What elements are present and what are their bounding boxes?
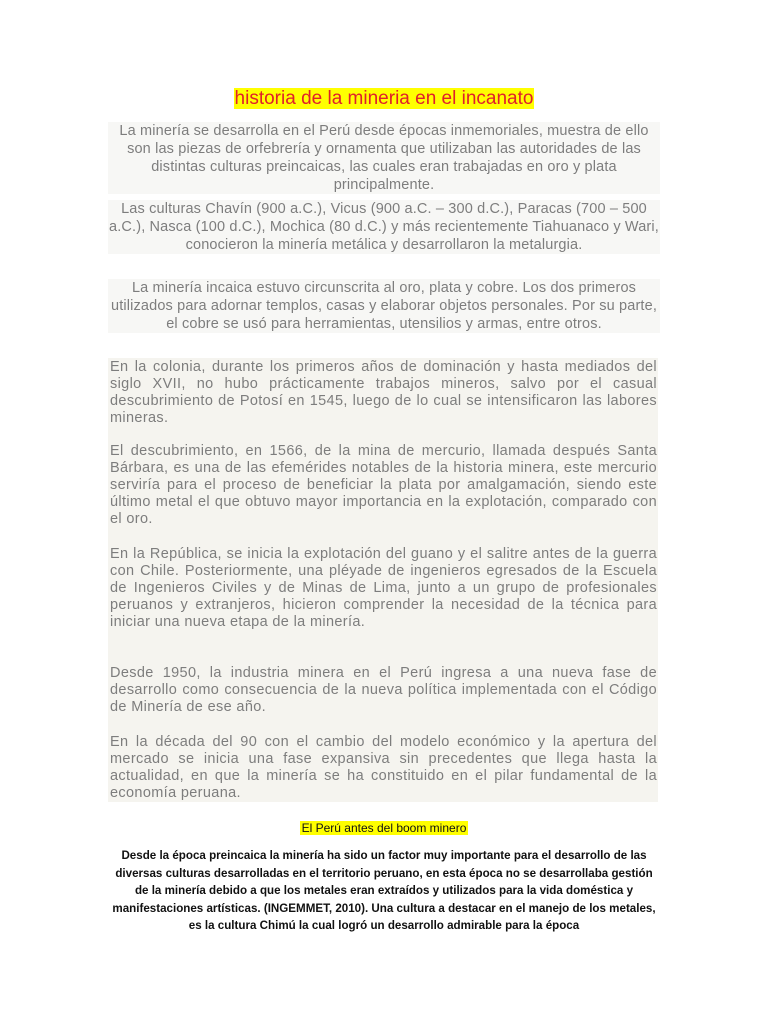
intro-paragraph-3: La minería incaica estuvo circunscrita al oro, plata y cobre. Los dos primeros utilizados para adornar templos, casas y elaborar objetos personales. Por su parte, el cobre se usó para herramientas, utensilios y armas, entre otros. bbox=[108, 279, 660, 333]
intro-paragraph-1: La minería se desarrolla en el Perú desde épocas inmemoriales, muestra de ello son las piezas de orfebrería y ornamenta que utilizaban las autoridades de las distintas culturas preincaicas, las cuales eran trabajadas en oro y plata principalmente. bbox=[108, 122, 660, 194]
closing-paragraph: Desde la época preincaica la minería ha sido un factor muy importante para el desarrollo de las diversas culturas desarrolladas en el territorio peruano, en esta época no se desarrollaba gestión de la minería debido a que los metales eran extraídos y utilizados para la vida doméstica y manifestaciones artísticas. (INGEMMET, 2010). Una cultura a destacar en el manejo de los metales, es la cultura Chimú la cual logró un desarrollo admirable para la época bbox=[112, 849, 656, 933]
page-title bbox=[0, 87, 768, 111]
section-subtitle-text: El Perú antes del boom minero bbox=[301, 821, 467, 835]
intro-paragraph-2: Las culturas Chavín (900 a.C.), Vicus (900 a.C. – 300 d.C.), Paracas (700 – 500 a.C.), Nasca (100 d.C.), Mochica (80 d.C.) y más recientemente Tiahuanaco y Wari, conocieron la minería metálica y desarrollaron la metalurgia. bbox=[109, 201, 659, 253]
history-paragraph-republica: En la República, se inicia la explotación del guano y el salitre antes de la guerra con Chile. Posteriormente, una pléyade de ingenieros egresados de la Escuela de Ingenieros Civiles y de Minas de Lima, junto a un grupo de profesionales peruanos y extranjeros, hicieron comprender la necesidad de la técnica para iniciar una nueva etapa de la minería. bbox=[110, 546, 657, 630]
history-paragraph-colonia: En la colonia, durante los primeros años de dominación y hasta mediados del siglo XVII, no hubo prácticamente trabajos mineros, salvo por el casual descubrimiento de Potosí en 1545, luego de lo cual se intensificaron las labores mineras. bbox=[110, 359, 657, 426]
history-paragraph-1950: Desde 1950, la industria minera en el Perú ingresa a una nueva fase de desarrollo como consecuencia de la nueva política implementada con el Código de Minería de ese año. bbox=[110, 665, 657, 715]
history-paragraph-decada-90: En la década del 90 con el cambio del modelo económico y la apertura del mercado se inicia una fase expansiva sin precedentes que llega hasta la actualidad, en que la minería se ha constituido en el pilar fundamental de la economía peruana. bbox=[110, 734, 657, 801]
page-title-text: historia de la mineria en el incanato bbox=[234, 88, 534, 109]
section-subtitle bbox=[0, 820, 768, 836]
history-paragraph-mercurio: El descubrimiento, en 1566, de la mina de mercurio, llamada después Santa Bárbara, es una de las efemérides notables de la historia minera, este mercurio serviría para el proceso de beneficiar la plata por amalgamación, siendo este último metal el que obtuvo mayor importancia en la explotación, comparado con el oro. bbox=[110, 443, 657, 527]
